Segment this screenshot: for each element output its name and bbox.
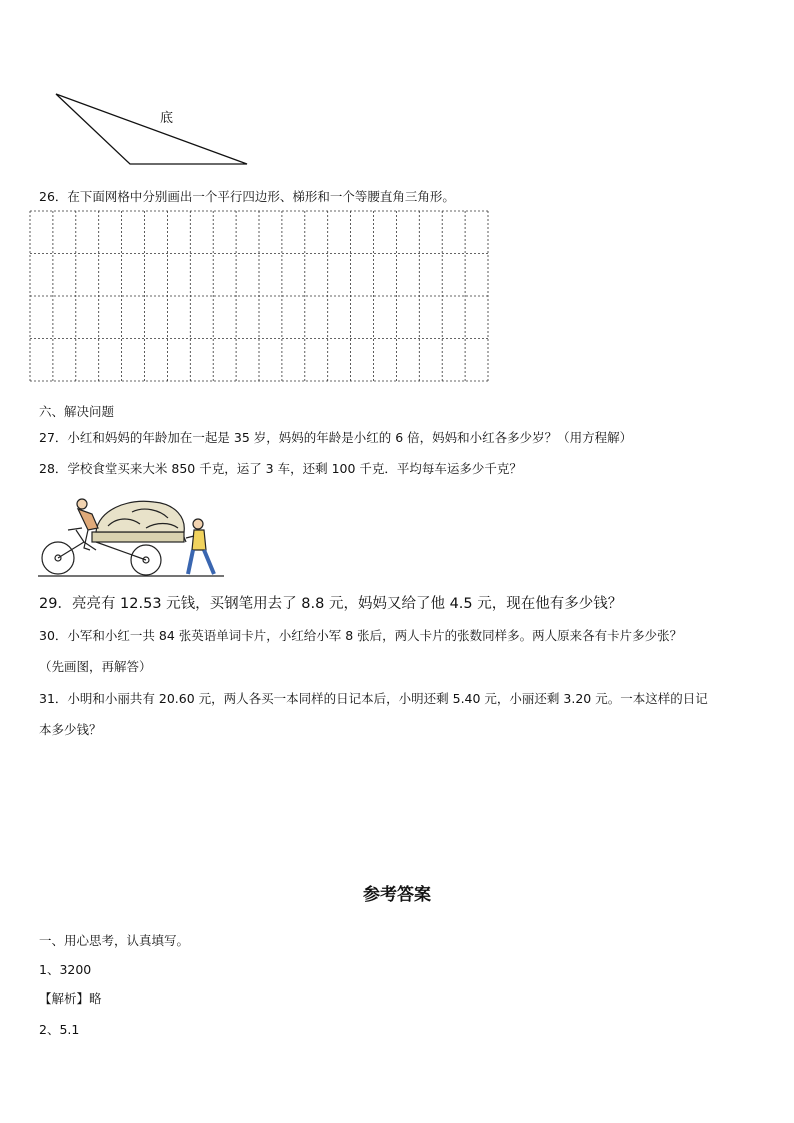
drawing-grid[interactable] [29, 210, 489, 382]
question-26: 26．在下面网格中分别画出一个平行四边形、梯形和一个等腰直角三角形。 [39, 189, 455, 204]
answer-1: 1、3200 [39, 962, 92, 977]
question-30-line-2: （先画图，再解答） [39, 659, 152, 674]
question-29: 29．亮亮有 12.53 元钱，买钢笔用去了 8.8 元，妈妈又给了他 4.5 元，现在他有多少钱？ [39, 596, 623, 612]
question-27: 27．小红和妈妈的年龄加在一起是 35 岁，妈妈的年龄是小红的 6 倍，妈妈和小红各多少岁？（用方程解） [39, 430, 633, 445]
question-31-line-1: 31．小明和小丽共有 20.60 元，两人各买一本同样的日记本后，小明还剩 5.40 元，小丽还剩 3.20 元。一本这样的日记 [39, 691, 708, 706]
answer-1-analysis: 【解析】略 [39, 991, 102, 1006]
question-28: 28．学校食堂买来大米 850 千克，运了 3 车，还剩 100 千克．平均每车运多少千克？ [39, 461, 522, 476]
answers-section-1: 一、用心思考，认真填写。 [39, 933, 190, 948]
tricycle-illustration [36, 492, 226, 580]
triangle-shape [56, 94, 247, 164]
triangle-figure [50, 88, 255, 170]
section-6-heading: 六、解决问题 [39, 404, 115, 419]
triangle-base-label: 底 [160, 111, 174, 126]
question-30-line-1: 30．小军和小红一共 84 张英语单词卡片，小红给小军 8 张后，两人卡片的张数同样多。两人原来各有卡片多少张？ [39, 628, 683, 643]
answer-2: 2、5.1 [39, 1022, 80, 1037]
answers-title: 参考答案 [363, 885, 431, 905]
question-31-line-2: 本多少钱？ [39, 722, 102, 737]
